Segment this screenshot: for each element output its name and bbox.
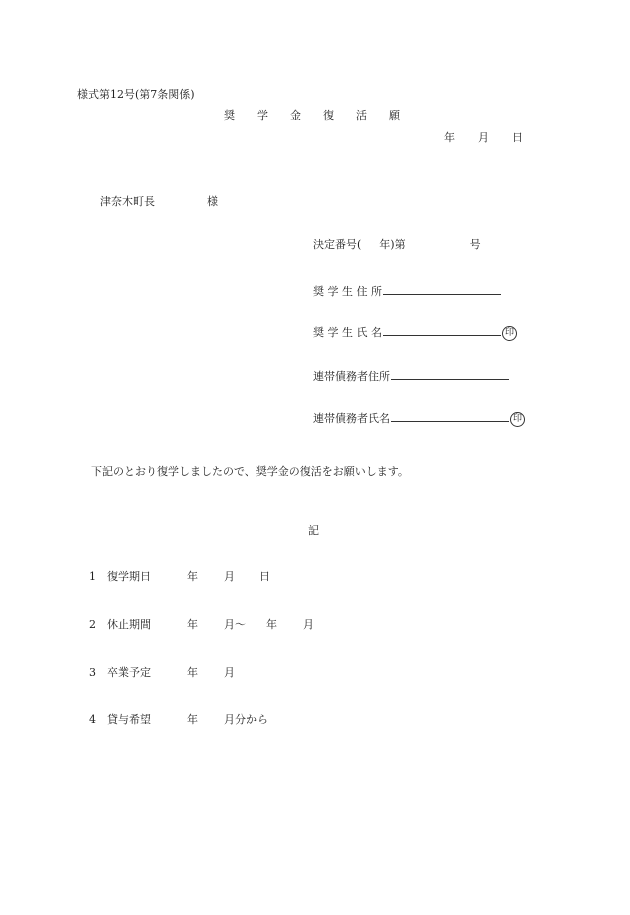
item-label: 休止期間 — [107, 618, 151, 631]
student-address-field[interactable] — [383, 282, 501, 295]
student-name-label: 奨 学 生 氏 名 — [313, 326, 382, 339]
body-text: 下記のとおり復学しましたので、奨学金の復活をお願いします。 — [91, 465, 409, 478]
item-part: 年 — [187, 713, 198, 726]
title-char: 奨 — [224, 109, 235, 122]
item-part: 年 — [187, 618, 198, 631]
student-address-row — [313, 282, 501, 299]
decision-year: 年)第 — [379, 238, 406, 251]
form-title — [224, 109, 422, 123]
seal-icon: 印 — [510, 412, 525, 427]
item-part: 月 — [224, 570, 235, 583]
title-char: 学 — [257, 109, 268, 122]
guarantor-name-field[interactable] — [391, 409, 509, 422]
item-part: 月～ — [224, 618, 246, 631]
addressee-honorific: 様 — [207, 195, 218, 208]
guarantor-address-field[interactable] — [391, 367, 509, 380]
item-label: 卒業予定 — [107, 666, 151, 679]
item-graduation — [89, 666, 235, 680]
item-loan-request — [89, 713, 268, 727]
addressee-name: 津奈木町長 — [100, 195, 155, 208]
guarantor-address-label: 連帯債務者住所 — [313, 370, 390, 383]
item-part: 年 — [187, 570, 198, 583]
item-part: 月 — [224, 666, 235, 679]
item-part: 年 — [187, 666, 198, 679]
date-month-label: 月 — [478, 131, 489, 144]
guarantor-name-row — [313, 409, 525, 427]
form-number: 様式第12号(第7条関係) — [77, 88, 195, 101]
item-suspension-period — [89, 618, 314, 632]
item-return-date — [89, 570, 270, 584]
date-line — [444, 131, 523, 145]
item-part: 月 — [303, 618, 314, 631]
seal-icon: 印 — [502, 326, 517, 341]
item-label: 復学期日 — [107, 570, 151, 583]
student-address-label: 奨 学 生 住 所 — [313, 285, 382, 298]
item-number: 3 — [89, 666, 96, 679]
title-char: 活 — [356, 109, 367, 122]
title-char: 金 — [290, 109, 301, 122]
ki-heading: 記 — [308, 524, 319, 537]
addressee — [100, 195, 218, 209]
date-day-label: 日 — [512, 131, 523, 144]
item-part: 年 — [266, 618, 277, 631]
decision-suffix: 号 — [469, 238, 481, 251]
student-name-field[interactable] — [383, 323, 501, 336]
item-label: 貸与希望 — [107, 713, 151, 726]
item-number: 1 — [89, 570, 96, 583]
decision-prefix: 決定番号( — [313, 238, 362, 251]
date-year-label: 年 — [444, 131, 455, 144]
item-part: 月分から — [224, 713, 268, 726]
title-char: 復 — [323, 109, 334, 122]
guarantor-address-row — [313, 367, 509, 384]
decision-number — [313, 238, 481, 252]
title-char: 願 — [389, 109, 400, 122]
guarantor-name-label: 連帯債務者氏名 — [313, 412, 390, 425]
item-number: 4 — [89, 713, 96, 726]
student-name-row — [313, 323, 517, 341]
item-part: 日 — [259, 570, 270, 583]
item-number: 2 — [89, 618, 96, 631]
